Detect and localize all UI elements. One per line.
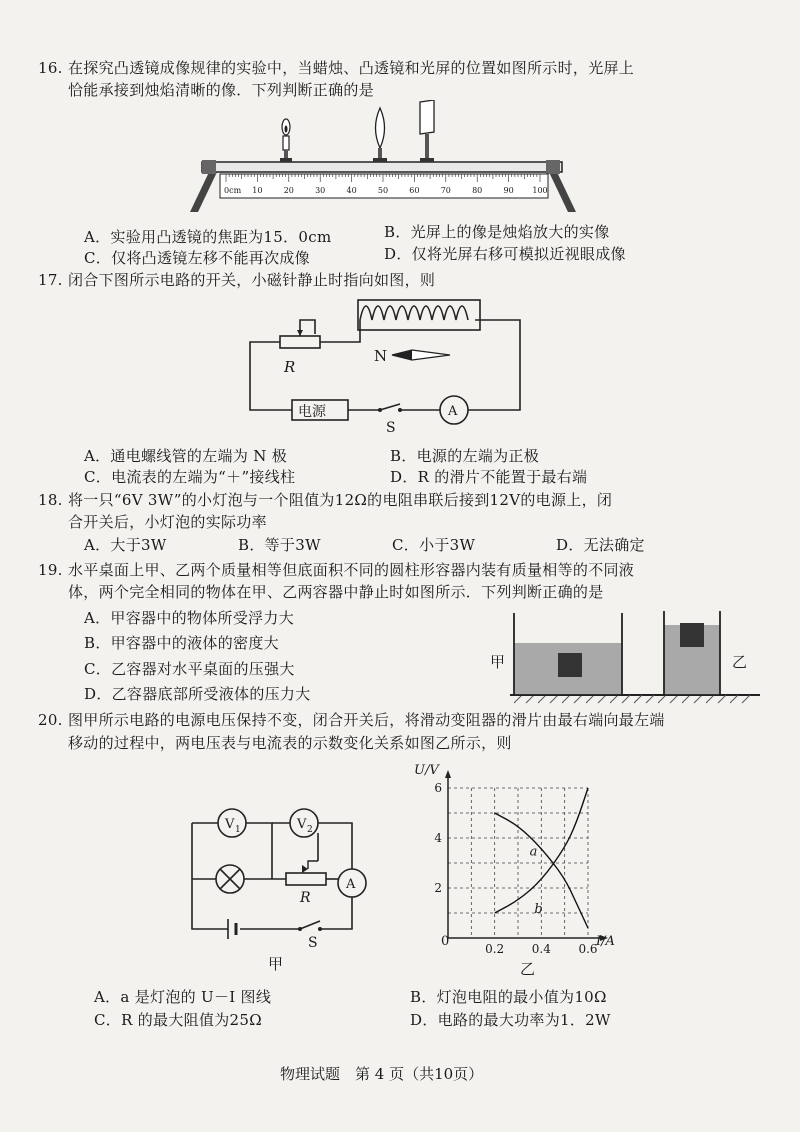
x-tick-label: 0.2 <box>485 942 505 956</box>
ruler-label: 30 <box>315 186 326 195</box>
q18-stem-line1: 将一只“6V 3W”的小灯泡与一个阻值为12Ω的电阻串联后接到12V的电源上，闭 <box>68 491 613 509</box>
q20-stem-line2: 移动的过程中，两电压表与电流表的示数变化关系如图乙所示，则 <box>68 734 512 752</box>
ruler-label: 100 <box>532 186 548 195</box>
q16-number: 16. <box>38 59 63 77</box>
q19-option-a: A．甲容器中的物体所受浮力大 <box>84 609 295 627</box>
label-power: 电源 <box>298 404 326 420</box>
y-axis-label: U/V <box>414 763 439 778</box>
optical-bench-figure <box>180 100 600 220</box>
y-axis-arrow-icon <box>445 770 451 778</box>
q19-option-b: B．甲容器中的液体的密度大 <box>84 634 279 652</box>
object-in-jia <box>558 653 582 677</box>
q17-option-d: D．R 的滑片不能置于最右端 <box>390 468 588 486</box>
q18-option-d: D．无法确定 <box>556 536 645 554</box>
label-v1-sub: 1 <box>235 825 241 835</box>
x-tick-label: 0.6 <box>578 942 598 956</box>
light-screen <box>420 100 434 162</box>
label-v1: V <box>225 817 235 832</box>
switch-blade <box>300 921 320 929</box>
bench-rail <box>202 162 562 172</box>
wire-right <box>468 320 520 410</box>
origin-label: 0 <box>441 934 450 949</box>
series-label-a: a <box>529 844 538 860</box>
y-tick-label: 2 <box>434 881 442 895</box>
table-hatching <box>514 695 750 703</box>
q17-option-a: A．通电螺线管的左端为 N 极 <box>84 447 287 465</box>
q19-number: 19. <box>38 561 63 579</box>
wire-left <box>250 342 280 392</box>
q20-stem-line1: 图甲所示电路的电源电压保持不变，闭合开关后，将滑动变阻器的滑片由最右端向最左端 <box>68 711 665 729</box>
ruler-label: 20 <box>283 186 294 195</box>
q17-stem: 闭合下图所示电路的开关，小磁针静止时指向如图，则 <box>68 271 436 289</box>
q18-option-c: C．小于3W <box>392 536 476 554</box>
ruler-label: 80 <box>472 186 483 195</box>
label-r: R <box>300 890 311 906</box>
q20-circuit-figure <box>180 805 380 975</box>
label-v2-sub: 2 <box>307 825 313 835</box>
label-yi: 乙 <box>732 653 748 671</box>
ruler-label: 40 <box>346 186 357 195</box>
q17-option-b: B．电源的左端为正极 <box>390 447 540 465</box>
wire-r-to-coil <box>320 320 360 342</box>
x-axis-label: I/A <box>596 934 615 949</box>
q19-option-d: D．乙容器底部所受液体的压力大 <box>84 685 311 703</box>
bench-left-cap <box>202 160 216 174</box>
q18-option-b: B．等于3W <box>238 536 321 554</box>
convex-lens <box>373 108 387 162</box>
q17-number: 17. <box>38 271 63 289</box>
q20-option-b: B．灯泡电阻的最小值为10Ω <box>410 988 607 1006</box>
label-n: N <box>374 347 388 365</box>
ruler-label: 50 <box>377 186 389 195</box>
y-tick-label: 4 <box>434 831 442 845</box>
candle-body <box>283 136 289 150</box>
q16-option-c: C．仅将凸透镜左移不能再次成像 <box>84 249 310 267</box>
wire-bottom-left <box>250 392 292 410</box>
lens-body <box>376 108 385 148</box>
series-label-b: b <box>534 902 543 917</box>
q17-circuit-figure <box>240 292 540 432</box>
q19-stem-line2: 体，两个完全相同的物体在甲、乙两容器中静止时如图所示．下列判断正确的是 <box>68 583 604 601</box>
q19-option-c: C．乙容器对水平桌面的压强大 <box>84 660 295 678</box>
q20-option-d: D．电路的最大功率为1．2W <box>410 1011 611 1029</box>
rheostat-r <box>286 873 326 885</box>
q20-number: 20. <box>38 711 63 729</box>
switch-blade <box>380 404 400 410</box>
q19-containers-figure <box>480 605 770 710</box>
q20-option-c: C．R 的最大阻值为25Ω <box>94 1011 262 1029</box>
q17-option-c: C．电流表的左端为“＋”接线柱 <box>84 468 296 486</box>
label-v2: V <box>297 817 307 832</box>
q20-option-a: A．a 是灯泡的 U－I 图线 <box>94 988 272 1006</box>
ruler-label: 0cm <box>224 186 242 195</box>
label-s: S <box>308 935 318 951</box>
q20-ui-graph <box>410 760 630 982</box>
slider-arrow-icon <box>297 330 303 336</box>
wire-bottom-right <box>320 897 352 929</box>
slider-wire <box>300 320 315 336</box>
figure-caption-jia: 甲 <box>268 955 284 973</box>
candle <box>280 119 292 162</box>
graph-axes <box>445 770 608 941</box>
y-tick-label: 6 <box>434 781 442 795</box>
q18-stem-line2: 合开关后，小灯泡的实际功率 <box>68 513 267 531</box>
label-ammeter: A <box>448 404 458 419</box>
object-in-yi <box>680 623 704 647</box>
screen-panel <box>420 100 434 134</box>
q16-stem-line1: 在探究凸透镜成像规律的实验中，当蜡烛、凸透镜和光屏的位置如图所示时，光屏上 <box>68 59 635 77</box>
q16-option-d: D．仅将光屏右移可模拟近视眼成像 <box>384 245 626 263</box>
page-footer: 物理试题 第 4 页（共10页） <box>280 1065 484 1083</box>
q16-option-a: A．实验用凸透镜的焦距为15．0cm <box>84 228 332 246</box>
resistor-r <box>280 336 320 348</box>
ruler-label: 70 <box>440 186 451 195</box>
ruler-label: 90 <box>503 186 514 195</box>
graph-tick-labels <box>434 781 597 956</box>
x-tick-label: 0.4 <box>531 942 551 956</box>
ruler-label: 10 <box>252 186 263 195</box>
q16-option-b: B．光屏上的像是烛焰放大的实像 <box>384 223 610 241</box>
bench-right-cap <box>546 160 560 174</box>
q16-stem-line2: 恰能承接到烛焰清晰的像．下列判断正确的是 <box>68 81 375 99</box>
label-s: S <box>386 420 396 432</box>
slider-arrow-icon <box>302 865 308 873</box>
wire-right-top <box>318 823 352 869</box>
graph-grid <box>448 788 588 938</box>
solenoid-coil <box>360 306 468 320</box>
label-r: R <box>284 358 296 376</box>
bench-left-leg <box>190 170 218 212</box>
figure-caption-yi: 乙 <box>520 960 536 978</box>
q18-option-a: A．大于3W <box>84 536 167 554</box>
ruler-label: 60 <box>409 186 420 195</box>
label-ammeter: A <box>346 877 356 892</box>
bench-right-leg <box>548 170 576 212</box>
label-jia: 甲 <box>490 653 506 671</box>
q18-number: 18. <box>38 491 63 509</box>
wire-left <box>192 823 228 929</box>
q19-stem-line1: 水平桌面上甲、乙两个质量相等但底面积不同的圆柱形容器内装有质量相等的不同液 <box>68 561 635 579</box>
